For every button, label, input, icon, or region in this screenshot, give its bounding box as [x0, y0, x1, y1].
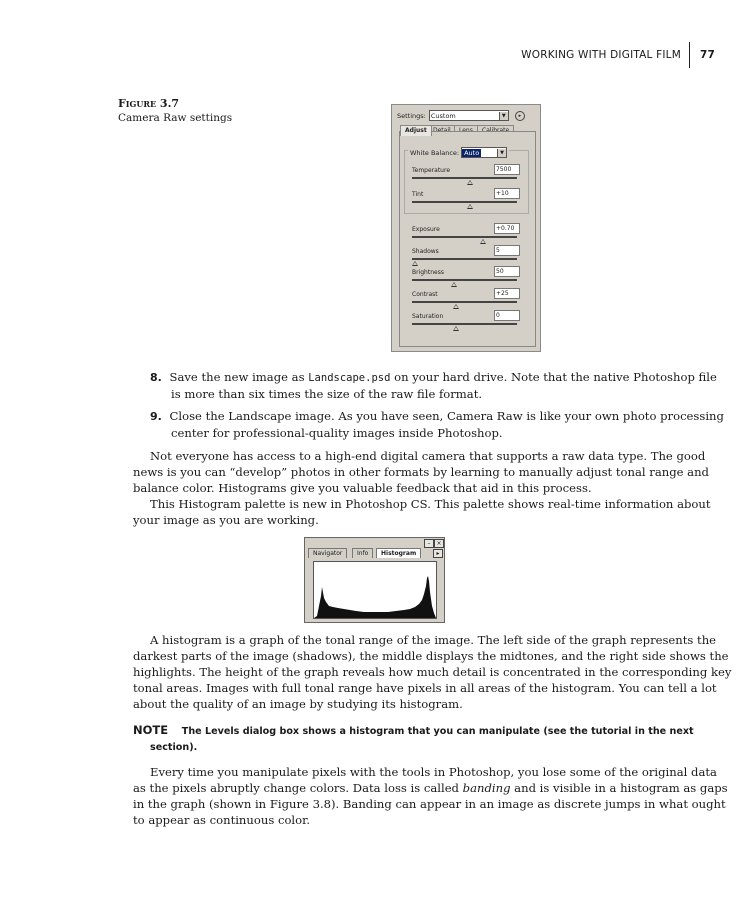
paragraph-line: tonal areas. Images with full tonal range have pixels in all areas of the histogram. You can tell a lot [133, 681, 717, 695]
paragraph-line: highlights. The height of the graph reveals how much detail is concentrated in the corresponding key [133, 665, 732, 679]
chapter-title: WORKING WITH DIGITAL FILM [521, 49, 681, 61]
camera-raw-panel [391, 104, 541, 352]
settings-label: Settings: [397, 111, 426, 120]
paragraph-line: Every time you manipulate pixels with the tools in Photoshop, you lose some of the original data [150, 765, 717, 779]
close-icon[interactable]: × [434, 539, 444, 548]
text-span: and is visible in a histogram as gaps [510, 781, 728, 795]
histogram-graph [313, 561, 437, 619]
text-span: as the pixels abruptly change colors. Data loss is called [133, 781, 463, 795]
paragraph-line: This Histogram palette is new in Photoshop CS. This palette shows real-time information about [150, 497, 711, 511]
paragraph-line: news is you can “develop” photos in other formats by learning to manually adjust tonal range and [133, 465, 709, 479]
slider-label: Contrast [412, 291, 438, 298]
paragraph-line [133, 780, 728, 797]
paragraph-line: darkest parts of the image (shadows), the middle displays the midtones, and the right side shows the [133, 649, 729, 663]
tab-adjust[interactable]: Adjust [400, 125, 432, 136]
slider-track[interactable] [412, 279, 517, 281]
step-9 [150, 408, 724, 426]
paragraph-line: Not everyone has access to a high-end digital camera that supports a raw data type. The good [150, 449, 706, 463]
tab-histogram[interactable]: Histogram [376, 548, 421, 558]
slider-track[interactable] [412, 177, 517, 179]
step-8-continued: is more than six times the size of the raw file format. [171, 387, 483, 401]
slider-label: Tint [412, 191, 424, 198]
slider-label: Brightness [412, 269, 444, 276]
page-number: 77 [699, 49, 715, 61]
step-number: 9. [150, 410, 162, 423]
paragraph-line: A histogram is a graph of the tonal range of the image. The left side of the graph represents the [150, 633, 717, 647]
white-balance-row [408, 147, 509, 158]
white-balance-label: White Balance: [410, 148, 460, 157]
slider-thumb[interactable] [412, 261, 418, 266]
header-divider [689, 42, 690, 68]
slider-track[interactable] [412, 201, 517, 203]
step-text: Save the new image as [169, 370, 309, 384]
slider-value-field[interactable]: +25 [494, 288, 520, 299]
step-text: on your hard drive. Note that the native Photoshop file [390, 370, 717, 384]
note-text: The Levels dialog box shows a histogram that you can manipulate (see the tutorial in the next [181, 726, 694, 737]
slider-track[interactable] [412, 258, 517, 260]
paragraph-line: balance color. Histograms give you valuable feedback that aid in this process. [133, 481, 592, 495]
white-balance-dropdown[interactable] [461, 147, 507, 158]
slider-thumb[interactable] [467, 204, 473, 209]
slider-value-field[interactable]: +0.70 [494, 223, 520, 234]
slider-value-field[interactable]: +10 [494, 188, 520, 199]
minimize-icon[interactable]: – [424, 539, 434, 548]
slider-thumb[interactable] [453, 304, 459, 309]
slider-thumb[interactable] [453, 326, 459, 331]
note-continued [150, 738, 197, 757]
slider-value-field[interactable]: 50 [494, 266, 520, 277]
histogram-shape [314, 562, 436, 618]
histogram-palette [304, 537, 445, 623]
slider-label: Shadows [412, 248, 439, 255]
slider-label: Saturation [412, 313, 444, 320]
chevron-down-icon: ▼ [499, 112, 508, 120]
slider-value-field[interactable]: 0 [494, 310, 520, 321]
white-balance-value: Auto [464, 148, 480, 157]
slider-value-field[interactable]: 7500 [494, 164, 520, 175]
note [133, 722, 694, 741]
paragraph-line: to appear as continuous color. [133, 813, 311, 827]
step-text: Close the Landscape image. As you have seen, Camera Raw is like your own photo processing [169, 409, 724, 423]
step-8 [150, 369, 717, 387]
emphasis-term: banding [462, 781, 511, 795]
figure-label: Figure 3.7 [118, 97, 180, 110]
paragraph-line: in the graph (shown in Figure 3.8). Banding can appear in an image as discrete jumps in what ought [133, 797, 726, 811]
slider-track[interactable] [412, 323, 517, 325]
tab-info[interactable]: Info [352, 548, 373, 558]
palette-menu-icon[interactable]: ▸ [433, 549, 443, 558]
paragraph-line: about the quality of an image by studying its histogram. [133, 697, 463, 711]
note-text: section). [150, 742, 198, 753]
settings-dropdown[interactable] [429, 110, 509, 121]
slider-thumb[interactable] [467, 180, 473, 185]
settings-menu-icon[interactable]: ▸ [515, 111, 525, 121]
slider-thumb[interactable] [451, 282, 457, 287]
note-label: NOTE [133, 723, 169, 737]
figure-description: Camera Raw settings [118, 112, 233, 124]
step-9-continued: center for professional-quality images inside Photoshop. [171, 426, 503, 440]
filename-code: Landscape.psd [308, 372, 391, 384]
slider-track[interactable] [412, 301, 517, 303]
settings-row [397, 110, 525, 121]
running-header [521, 42, 715, 68]
slider-label: Exposure [412, 226, 440, 233]
slider-thumb[interactable] [480, 239, 486, 244]
tab-navigator[interactable]: Navigator [308, 548, 347, 558]
slider-track[interactable] [412, 236, 517, 238]
settings-value: Custom [430, 111, 456, 120]
slider-value-field[interactable]: 5 [494, 245, 520, 256]
step-number: 8. [150, 371, 162, 384]
paragraph-line: your image as you are working. [133, 513, 319, 527]
chevron-down-icon: ▼ [497, 149, 506, 157]
slider-label: Temperature [412, 167, 451, 174]
